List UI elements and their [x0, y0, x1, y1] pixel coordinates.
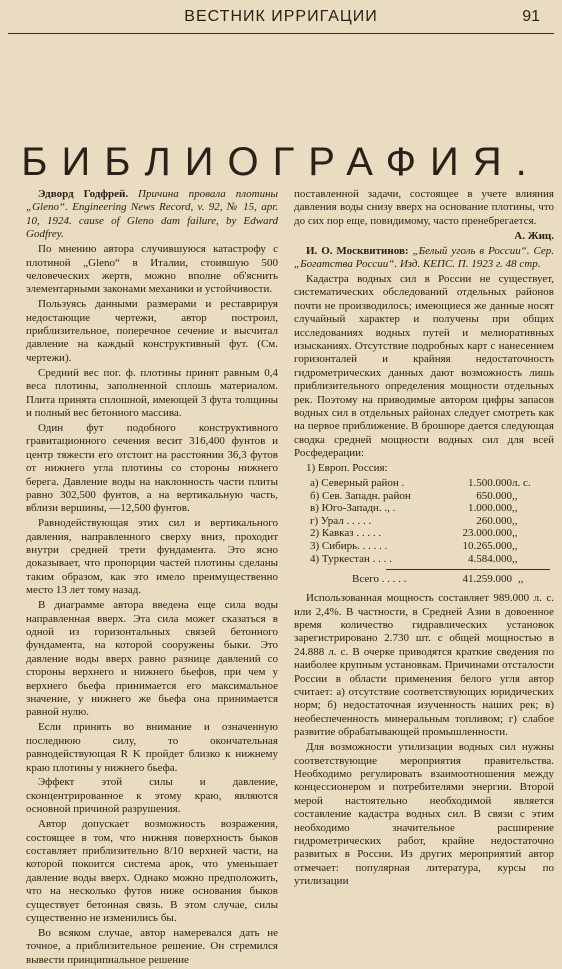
region-name: в) Юго-Западн. ., .	[310, 502, 396, 515]
region-name: 2) Кавказ . . . . .	[310, 527, 382, 540]
table-row	[310, 477, 552, 490]
page-number: 91	[522, 8, 540, 25]
region-unit: ,,	[512, 540, 518, 552]
region-value: 650.000	[476, 489, 512, 502]
region-unit: ,,	[512, 552, 518, 565]
paragraph: Пользуясь данными размерами и реставрируя недостающие чертежи, автор построил, приблизительное, поперечное сечение и высчитал давление на каждый конструктивный фут. (См. чертежи).	[26, 298, 278, 364]
paragraph: Во всяком случае, автор намеревался дать не точное, а приблизительное решение. Он стремился вывести принципиальное решение	[26, 926, 278, 966]
region-value: 260.000	[476, 514, 512, 527]
paragraph: Автор допускает возможность возражения, состоящее в том, что нижняя поверхность быков составляет приблизительно 8/10 верхней части, на которой покоится система арок, что уменьшает давление воды вверх. Однако можно предположить, что на несколько футов ниже основания быков существует бетонная связь. В этом случае, силы существенно не изменились бы.	[26, 818, 278, 925]
table-row	[310, 553, 552, 566]
review-reference	[26, 188, 278, 242]
paragraph: Кадастра водных сил в России не существует, систематических обследований отдельных районов почти не производилось; имеющиеся же данные носят случайный характер и получены при общих исследованиях водных путей и мелиоративных изысканиях. Отсутствие подробных карт с нанесением горизонталей и крайняя недостаточность гидрометрических данных дают возможность лишь приблизительного определения мощности отдельных рек. Поэтому на приводимые автором цифры запасов водных сил в отдельных районах следует смотреть как на первое приближение. В брошюре дается следующая сводка средней мощности водных сил для всей Росфедерации:	[294, 272, 554, 460]
regions-heading: 1) Европ. Россия:	[306, 462, 388, 475]
right-column	[294, 188, 554, 890]
region-value: 4.584.000	[468, 552, 512, 565]
region-value: 1.500.000	[468, 477, 512, 490]
table-row	[310, 515, 552, 528]
total-unit: ,,	[518, 573, 524, 586]
table-row	[352, 573, 524, 586]
region-unit: ,,	[512, 502, 518, 515]
section-title: БИБЛИОГРАФИЯ.	[21, 140, 541, 184]
region-unit: ,,	[512, 514, 518, 527]
region-value: 10.265.000	[462, 540, 512, 552]
region-value: 23.000.000	[462, 527, 512, 540]
paragraph: По мнению автора случившуюся катастрофу с плотиной „Gleno“ в Италии, стоившую 500 человеческих жертв, можно вполне об'яснить элементарными законами механики и устойчивости.	[26, 243, 278, 296]
region-unit: ,,	[512, 527, 518, 540]
paragraph: Использованная мощность составляет 989.000 л. с. или 2,4%. В частности, в Средней Азии в довоенное время количество гидравлических установок зарегистрировано 2.730 шт. с общей мощностью в 24.888 л. с. В очерке приводятся краткие сведения по наиболее крупным установкам. Причинами отсталости России в области применения белого угля автор считает: а) отсутствие соответствующих юридических норм; б) недостаточная изученность наших рек; в) необеспеченность минеральным топливом; г) слабое развитие обрабатывающей промышленности.	[294, 592, 554, 739]
table-row	[310, 490, 552, 503]
review-author: И. О. Москвитинов:	[306, 244, 409, 257]
table-row	[310, 527, 552, 540]
left-column	[26, 188, 278, 969]
paragraph: Средний вес пог. ф. плотины принят равным 0,4 веса плотины, заполненной сплошь материалом. Плита принята сплошной, имеющей 3 фута толщины и полный вес бетонного массива.	[26, 366, 278, 419]
header-rule	[8, 33, 554, 34]
region-value: 1.000.000	[468, 502, 512, 515]
region-name: г) Урал . . . . .	[310, 514, 372, 527]
total-rule	[386, 569, 550, 570]
region-unit: ,,	[512, 489, 518, 502]
region-name: 3) Сибирь. . . . . .	[310, 540, 388, 552]
regions-table	[310, 477, 552, 565]
paragraph: Если принять во внимание и означенную последнюю силу, то окончательная равнодействующая R K пройдет близко к нижнему краю плотины у нижнего бьефа.	[26, 721, 278, 774]
journal-title: ВЕСТНИК ИРРИГАЦИИ	[184, 8, 378, 25]
running-head	[0, 6, 562, 30]
paragraph: Равнодействующая этих сил и вертикального давления, направленного сверху вниз, проходит внутри средней трети фундамента. Это ясно доказывает, что пропорции частей плотины сделаны таким образом, как это имело преимущественно место 13 лет тому назад.	[26, 517, 278, 597]
paragraph-continuation: поставленной задачи, состоящее в учете влияния давления воды снизу вверх на основание плотины, что до сих пор еще, повидимому, часто пренебрегается.	[294, 188, 554, 227]
table-row	[310, 540, 552, 553]
review-author: Эдворд Годфрей.	[38, 188, 129, 200]
paragraph: В диаграмме автора введена еще сила воды направленная вверх. Эта сила может сказаться в одной из горизонтальных связей бетонного фундамента, на которой сооружены быки. Это давление воды вверх равно разнице давлений со стороны верхнего и нижнего бьефов, при чем у верхнего бьефа принимается его максимальное значение, у нижнего же бьефа она принимается равной нулю.	[26, 599, 278, 719]
paragraph: Эффект этой силы и давление, сконцентрированное к этому краю, являются основной причиной разрушения.	[26, 776, 278, 816]
region-name: 4) Туркестан . . . .	[310, 552, 392, 565]
region-unit: л. с.	[512, 477, 531, 490]
total-label: Всего . . . . .	[352, 573, 407, 586]
paragraph: Для возможности утилизации водных сил нужны соответствующие мероприятия правительства. Необходимо регулировать взаимоотношения между концессионером и потребителями энергии. Второй мерой настоятельно необходимой является составление кадастра водных сил. В связи с этим необходимо значительное расширение гидрометрических работ, крайне недостаточно развитых в России. Из других мероприятий автор отмечает: популярная литература, курсы по утилизации	[294, 741, 554, 888]
table-row	[310, 502, 552, 515]
total-row	[352, 573, 524, 586]
review-citation: „Белый уголь в России“. Сер. „Богатства России“. Изд. КЕПС. П. 1923 г. 48 стр.	[294, 244, 555, 271]
region-name: а) Северный район .	[310, 477, 405, 490]
review-reference	[294, 245, 554, 272]
total-value: 41.259.000	[462, 573, 512, 586]
region-name: б) Сев. Западн. район	[310, 489, 411, 502]
review-citation: Причина провала плотины „Gleno“. Engineering News Record, v. 92, № 15, apr. 10, 1924. cause of Gleno dam failure, by Edward Godfrey.	[26, 188, 279, 241]
review-signature: А. Жиц.	[514, 229, 554, 242]
paragraph: Один фут подобного конструктивного гравитационного сечения весит 316,400 фунтов и центр тяжести его отстоит на расстоянии 36,3 футов от нижнего угла плотины со стороны нижнего берега. Давление воды на наклонность части плиты равно 302,500 фунтов, а на вертикальную часть, вблизи вершины, —12,500 фунтов.	[26, 421, 278, 515]
